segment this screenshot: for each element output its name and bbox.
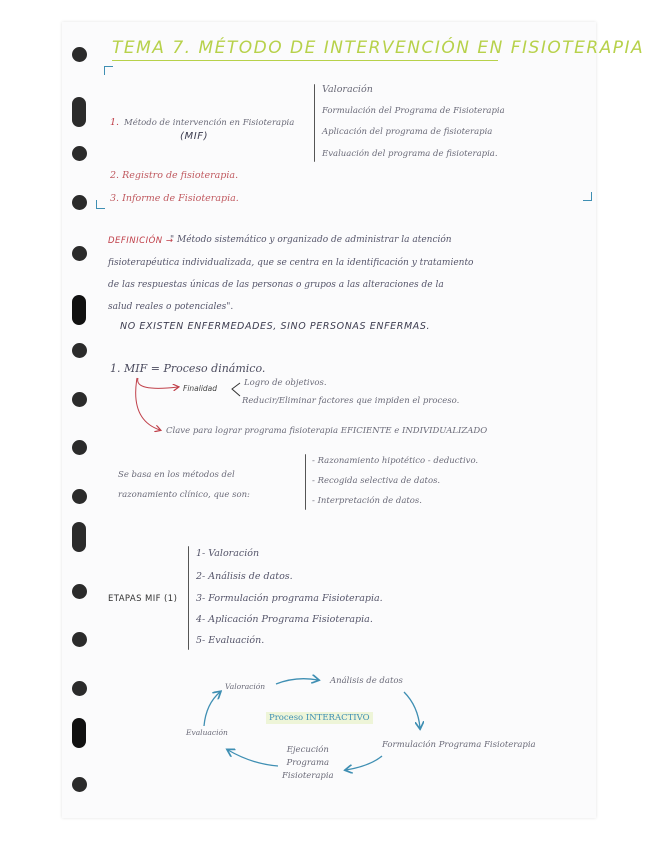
cycle-arrow <box>404 692 420 728</box>
mif-arrow-clave <box>136 378 160 430</box>
finalidad-brace <box>232 383 240 396</box>
clave-line: Clave para lograr programa fisioterapia EFICIENTE e INDIVIDUALIZADO <box>166 426 488 436</box>
basis-item: - Interpretación de datos. <box>312 496 422 506</box>
mif-arrow-finalidad <box>138 378 178 388</box>
basis-item: - Razonamiento hipotético - deductivo. <box>312 456 479 466</box>
definition-line: fisioterapéutica individualizada, que se centra en la identificación y tratamiento <box>108 258 474 268</box>
definition-motto: NO EXISTEN ENFERMEDADES, SINO PERSONAS ENFERMAS. <box>120 321 431 332</box>
index-item-2: 2. Registro de fisioterapia. <box>110 170 239 181</box>
cycle-arrow <box>346 756 382 770</box>
etapa-item: 3- Formulación programa Fisioterapia. <box>196 593 383 604</box>
cycle-node: Valoración <box>225 682 266 691</box>
cycle-node: Análisis de datos <box>330 676 403 686</box>
cycle-center: Proceso INTERACTIVO <box>266 712 373 724</box>
etapa-item: 2- Análisis de datos. <box>196 571 293 582</box>
definition-label: DEFINICIÓN → <box>108 236 174 246</box>
index-item-1-label: Método de intervención en Fisioterapia <box>124 118 295 128</box>
index-item-3: 3. Informe de Fisioterapia. <box>110 193 239 204</box>
index-part: Valoración <box>322 84 373 95</box>
cycle-arrow <box>228 750 278 766</box>
finalidad-label: Finalidad <box>183 384 218 393</box>
index-part: Formulación del Programa de Fisioterapia <box>322 106 505 116</box>
index-part: Evaluación del programa de fisioterapia. <box>322 149 498 159</box>
index-part: Aplicación del programa de fisioterapia <box>322 127 493 137</box>
basis-line: razonamiento clínico, que son: <box>118 490 250 500</box>
basis-line: Se basa en los métodos del <box>118 470 235 480</box>
etapa-item: 5- Evaluación. <box>196 635 265 646</box>
page-title: TEMA 7. MÉTODO DE INTERVENCIÓN EN FISIOTERAPIA <box>112 38 645 58</box>
finalidad-item: Logro de objetivos. <box>244 378 327 388</box>
mif-heading: 1. MIF = Proceso dinámico. <box>110 362 266 375</box>
finalidad-item: Reducir/Eliminar factores que impiden el proceso. <box>242 396 460 406</box>
basis-item: - Recogida selectiva de datos. <box>312 476 441 486</box>
cycle-node: Formulación Programa Fisioterapia <box>382 740 536 750</box>
etapa-item: 1- Valoración <box>196 548 260 559</box>
definition-line: " Método sistemático y organizado de administrar la atención <box>170 235 452 245</box>
index-item-1-abbr: (MIF) <box>180 131 209 142</box>
cycle-node: Ejecución Programa Fisioterapia <box>282 745 334 781</box>
cycle-node: Evaluación <box>186 728 228 737</box>
etapas-label: ETAPAS MIF (1) <box>108 594 178 604</box>
definition-line: salud reales o potenciales". <box>108 302 234 312</box>
index-item-1-number: 1. <box>110 117 120 128</box>
cycle-arrow <box>204 692 220 726</box>
cycle-arrow <box>276 679 318 684</box>
definition-line: de las respuestas únicas de las personas o grupos a las alteraciones de la <box>108 280 444 290</box>
etapa-item: 4- Aplicación Programa Fisioterapia. <box>196 614 373 625</box>
